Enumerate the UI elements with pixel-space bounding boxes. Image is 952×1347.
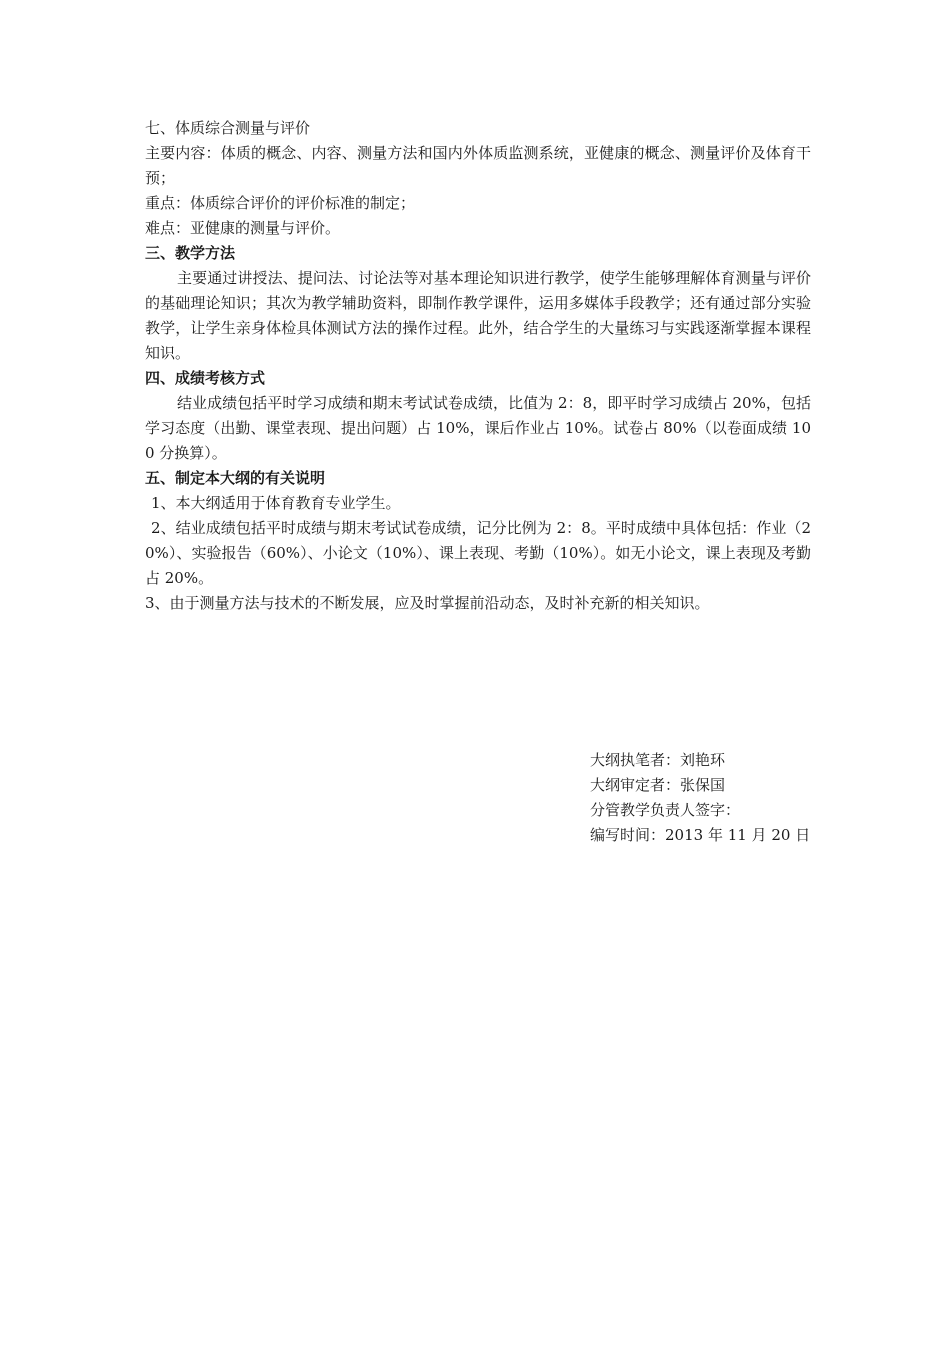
notes-item-1: 1、本大纲适用于体育教育专业学生。 — [151, 494, 401, 512]
document-body — [145, 116, 811, 616]
teaching-methods-heading: 三、教学方法 — [145, 244, 236, 262]
section-7-key-point: 重点：体质综合评价的评价标准的制定； — [145, 194, 416, 212]
notes-heading: 五、制定本大纲的有关说明 — [145, 469, 326, 487]
assessment-paragraph: 结业成绩包括平时学习成绩和期末考试试卷成绩，比值为 2：8，即平时学习成绩占 20%，包括学习态度（出勤、课堂表现、提出问题）占 10%，课后作业占 10%。试卷占 80%（以卷面成绩 100 分换算）。 — [145, 394, 811, 462]
section-7-content: 主要内容：体质的概念、内容、测量方法和国内外体质监测系统，亚健康的概念、测量评价及体育干预； — [145, 144, 811, 187]
signature-date: 编写时间：2013 年 11 月 20 日 — [590, 826, 811, 844]
assessment-heading: 四、成绩考核方式 — [145, 369, 266, 387]
section-7-difficulty: 难点：亚健康的测量与评价。 — [145, 219, 341, 237]
section-7-title: 七、体质综合测量与评价 — [145, 119, 311, 137]
signature-block — [590, 748, 830, 848]
notes-item-2: 2、结业成绩包括平时成绩与期末考试试卷成绩，记分比例为 2：8。平时成绩中具体包括：作业（20%）、实验报告（60%）、小论文（10%）、课上表现、考勤（10%）。如无小论文，课上表现及考勤占 20%。 — [145, 519, 811, 587]
notes-item-3: 3、由于测量方法与技术的不断发展，应及时掌握前沿动态，及时补充新的相关知识。 — [145, 594, 710, 612]
signature-supervisor: 分管教学负责人签字： — [590, 801, 741, 819]
signature-reviewer: 大纲审定者：张保国 — [590, 776, 726, 794]
teaching-methods-paragraph: 主要通过讲授法、提问法、讨论法等对基本理论知识进行教学，使学生能够理解体育测量与评价的基础理论知识；其次为教学辅助资料，即制作教学课件，运用多媒体手段教学；还有通过部分实验教学，让学生亲身体检具体测试方法的操作过程。此外，结合学生的大量练习与实践逐渐掌握本课程知识。 — [145, 269, 811, 362]
signature-author: 大纲执笔者：刘艳环 — [590, 751, 726, 769]
